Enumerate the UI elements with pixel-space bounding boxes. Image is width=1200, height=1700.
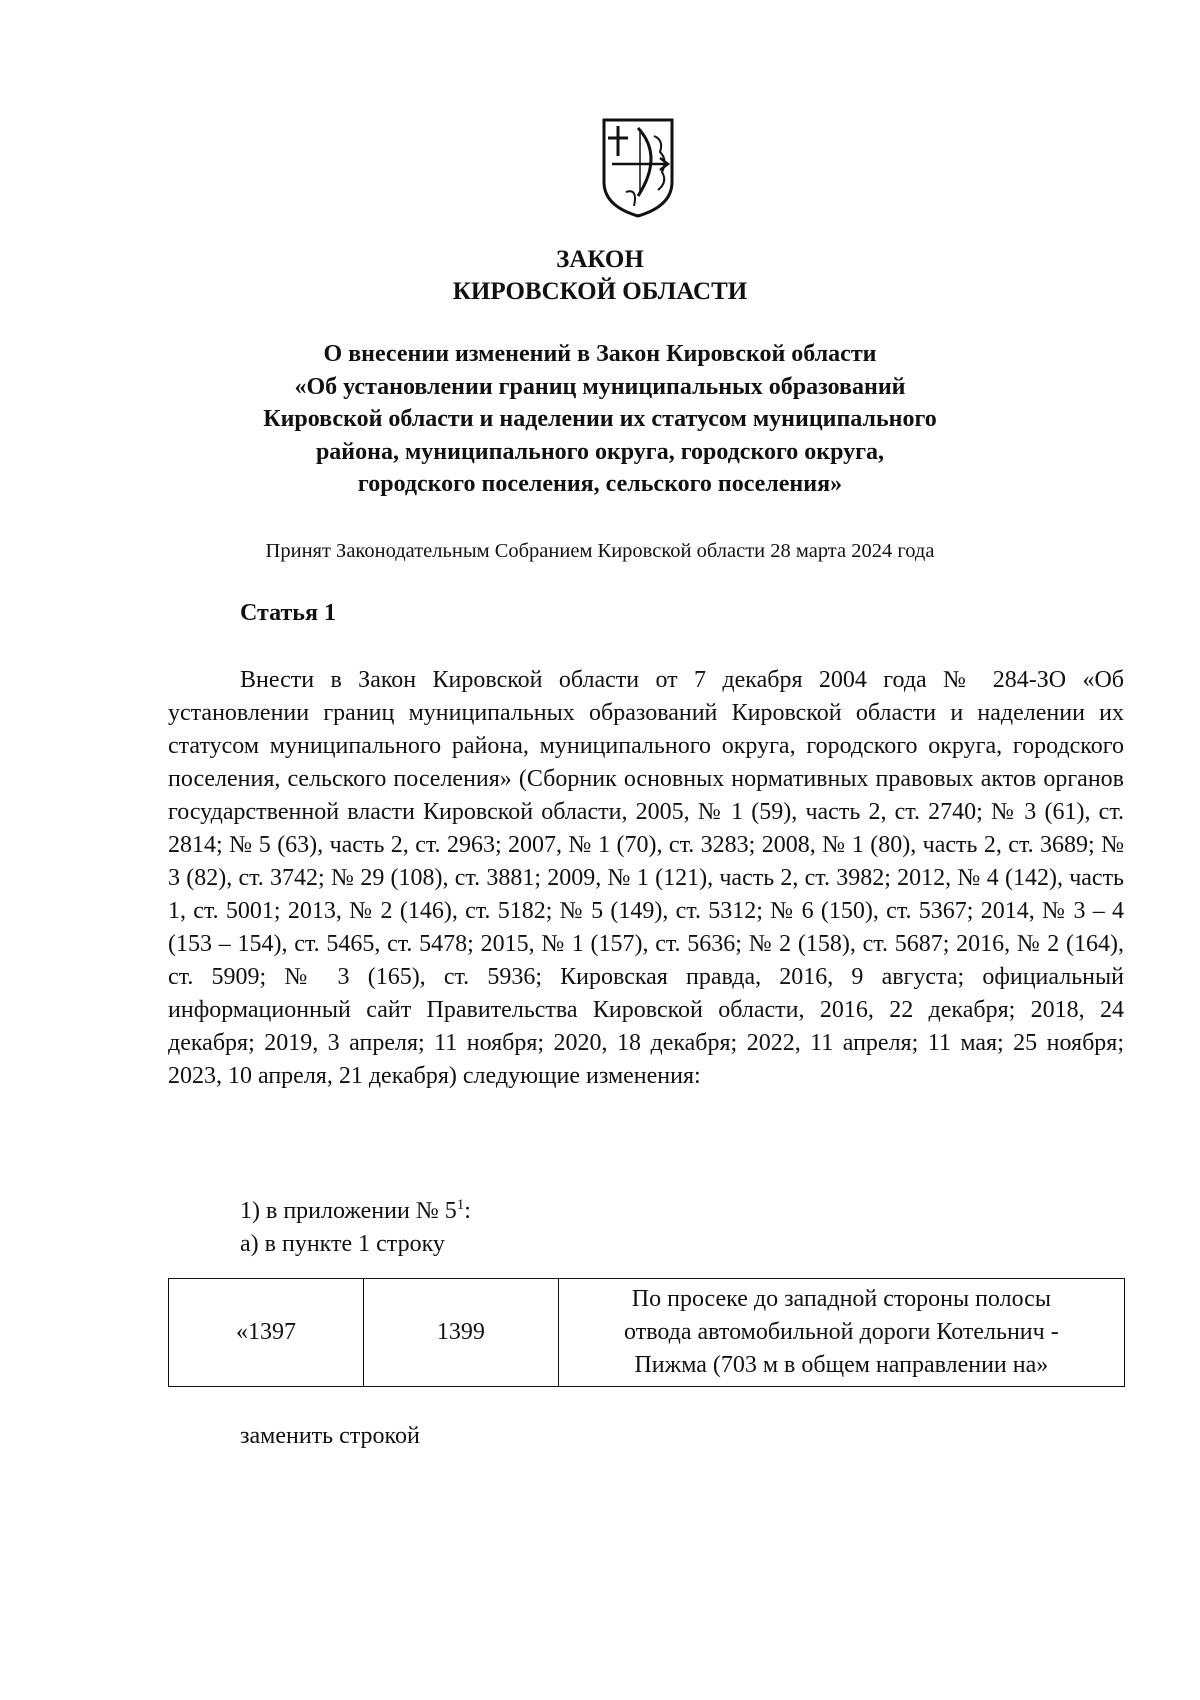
coat-of-arms-icon bbox=[598, 116, 678, 220]
table-cell-description bbox=[558, 1279, 1124, 1387]
description-line-3: Пижма (703 м в общем направлении на» bbox=[634, 1352, 1049, 1378]
article-paragraph: Внести в Закон Кировской области от 7 декабря 2004 года № 284-ЗО «Об установлении границ муниципальных образований Кировской области и наделении их статусом муниципального района, муниципального округа, городского округа, городского поселения, сельского поселения» (Сборник основных нормативных правовых актов органов государственной власти Кировской области, 2005, № 1 (59), часть 2, ст. 2740; № 3 (61), ст. 2814; № 5 (63), часть 2, ст. 2963; 2007, № 1 (70), ст. 3283; 2008, № 1 (80), часть 2, ст. 3689; № 3 (82), ст. 3742; № 29 (108), ст. 3881; 2009, № 1 (121), часть 2, ст. 3982; 2012, № 4 (142), часть 1, ст. 5001; 2013, № 2 (146), ст. 5182; № 5 (149), ст. 5312; № 6 (150), ст. 5367; 2014, № 3 – 4 (153 – 154), ст. 5465, ст. 5478; 2015, № 1 (157), ст. 5636; № 2 (158), ст. 5687; 2016, № 2 (164), ст. 5909; № 3 (165), ст. 5936; Кировская правда, 2016, 9 августа; официальный информационный сайт Правительства Кировской области, 2016, 22 декабря; 2018, 24 декабря; 2019, 3 апреля; 11 ноября; 2020, 18 декабря; 2022, 11 апреля; 11 мая; 25 ноября; 2023, 10 апреля, 21 декабря) следующие изменения: bbox=[168, 667, 1124, 1089]
adoption-note: Принят Законодательным Собранием Кировской области 28 марта 2024 года bbox=[265, 540, 935, 562]
subject-line-2: «Об установлении границ муниципальных образований bbox=[294, 373, 906, 400]
boundary-table bbox=[168, 1278, 1125, 1387]
table-cell-point-to: 1399 bbox=[364, 1279, 559, 1387]
list-item-1-tail: : bbox=[464, 1198, 471, 1224]
document-subject bbox=[0, 338, 1200, 501]
subject-line-3: Кировской области и наделении их статусом муниципального bbox=[263, 406, 937, 432]
list-item-1 bbox=[240, 1195, 471, 1228]
list-item-2: а) в пункте 1 строку bbox=[240, 1231, 445, 1257]
subject-line-1: О внесении изменений в Закон Кировской области bbox=[323, 341, 877, 367]
subject-line-4: района, муниципального округа, городского округа, bbox=[315, 438, 885, 465]
title-line-2: КИРОВСКОЙ ОБЛАСТИ bbox=[452, 278, 748, 305]
title-line-1: ЗАКОН bbox=[556, 246, 644, 273]
description-line-1: По просеке до западной стороны полосы bbox=[631, 1286, 1051, 1312]
description-line-2: отвода автомобильной дороги Котельнич - bbox=[624, 1319, 1059, 1345]
list-item-1-superscript: 1 bbox=[456, 1197, 465, 1213]
list-item-1-text: 1) в приложении № 5 bbox=[240, 1198, 457, 1224]
replace-instruction: заменить строкой bbox=[240, 1423, 420, 1449]
table-row bbox=[169, 1279, 1125, 1387]
subject-line-5: городского поселения, сельского поселения» bbox=[357, 471, 843, 497]
article-heading: Статья 1 bbox=[240, 600, 336, 626]
table-cell-point-from: «1397 bbox=[169, 1279, 364, 1387]
document-title bbox=[0, 244, 1200, 308]
